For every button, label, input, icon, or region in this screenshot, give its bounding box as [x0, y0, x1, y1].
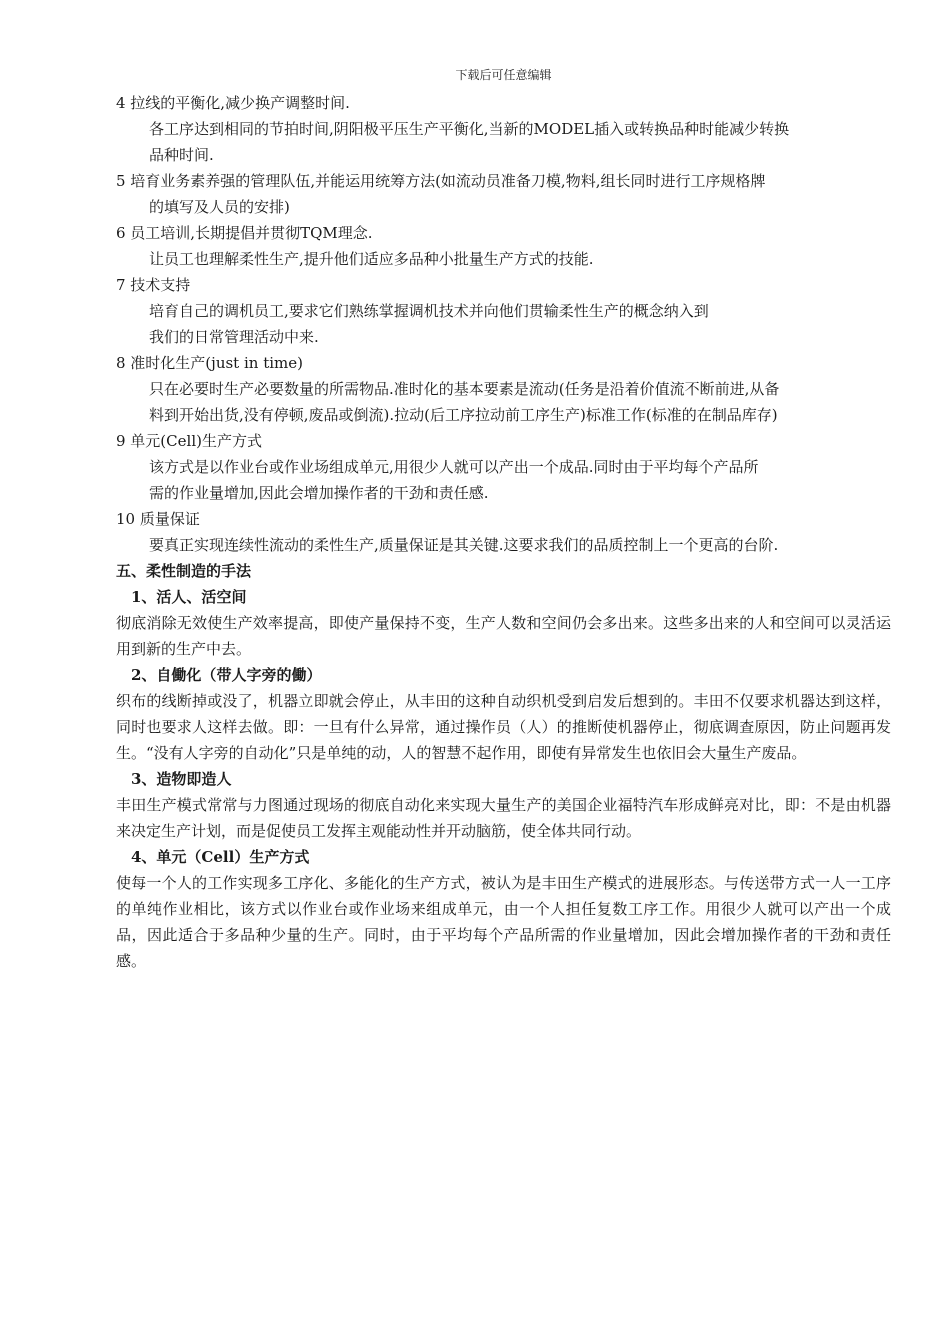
list-item: 8 准时化生产(just in time) [116, 354, 303, 372]
body-paragraph: 使每一个人的工作实现多工序化、多能化的生产方式，被认为是丰田生产模式的进展形态。与传送带方式一人一工序的单纯作业相比，该方式以作业台或作业场来组成单元，由一个人担任复数工序工作。用很少人就可以产出一个成品，因此适合于多品种少量的生产。同时，由于平均每个产品所需的作业量增加，因此会增加操作者的干劲和责任感。 [116, 874, 891, 970]
list-item-detail: 各工序达到相同的节拍时间,阴阳极平压生产平衡化,当新的MODEL插入或转换品种时能减少转换 [149, 120, 790, 138]
page-header: 下载后可任意编辑 [455, 68, 552, 82]
body-paragraph: 彻底消除无效使生产效率提高，即使产量保持不变，生产人数和空间仍会多出来。这些多出来的人和空间可以灵活运用到新的生产中去。 [116, 614, 891, 658]
list-item-detail: 该方式是以作业台或作业场组成单元,用很少人就可以产出一个成品.同时由于平均每个产品所 [149, 458, 759, 476]
document-body [116, 90, 891, 974]
list-item: 5 培育业务素养强的管理队伍,并能运用统筹方法(如流动员准备刀模,物料,组长同时进行工序规格牌 [116, 172, 766, 190]
subsection-heading: 3、造物即造人 [131, 770, 232, 788]
body-paragraph: 丰田生产模式常常与力图通过现场的彻底自动化来实现大量生产的美国企业福特汽车形成鲜亮对比，即：不是由机器来决定生产计划，而是促使员工发挥主观能动性并开动脑筋，使全体共同行动。 [116, 796, 891, 840]
list-item-detail: 我们的日常管理活动中来. [149, 328, 319, 346]
list-item-detail: 要真正实现连续性流动的柔性生产,质量保证是其关键.这要求我们的品质控制上一个更高的台阶. [149, 536, 779, 554]
list-item: 6 员工培训,长期提倡并贯彻TQM理念. [116, 224, 373, 242]
list-item-detail: 料到开始出货,没有停顿,废品或倒流).拉动(后工序拉动前工序生产)标准工作(标准的在制品库存) [149, 406, 778, 424]
list-item-detail: 培育自己的调机员工,要求它们熟练掌握调机技术并向他们贯输柔性生产的概念纳入到 [149, 302, 709, 320]
list-item: 4 拉线的平衡化,减少换产调整时间. [116, 94, 350, 112]
list-item-detail: 只在必要时生产必要数量的所需物品.准时化的基本要素是流动(任务是沿着价值流不断前进,从备 [149, 380, 780, 398]
section-heading: 五、柔性制造的手法 [116, 562, 252, 580]
subsection-heading: 2、自働化（带人字旁的働） [131, 666, 322, 684]
list-item-detail: 品种时间. [149, 146, 214, 164]
list-item-detail: 让员工也理解柔性生产,提升他们适应多品种小批量生产方式的技能. [149, 250, 594, 268]
subsection-heading: 4、单元（Cell）生产方式 [131, 848, 310, 866]
list-item: 10 质量保证 [116, 510, 200, 528]
list-item: 9 单元(Cell)生产方式 [116, 432, 262, 450]
subsection-heading: 1、活人、活空间 [131, 588, 247, 606]
list-item-detail: 的填写及人员的安排) [149, 198, 290, 216]
list-item-detail: 需的作业量增加,因此会增加操作者的干劲和责任感. [149, 484, 489, 502]
list-item: 7 技术支持 [116, 276, 191, 294]
body-paragraph: 织布的线断掉或没了，机器立即就会停止，从丰田的这种自动织机受到启发后想到的。丰田不仅要求机器达到这样，同时也要求人这样去做。即：一旦有什么异常，通过操作员（人）的推断使机器停止，彻底调查原因，防止问题再发生。“没有人字旁的自动化”只是单纯的动，人的智慧不起作用，即使有异常发生也依旧会大量生产废品。 [116, 692, 891, 762]
